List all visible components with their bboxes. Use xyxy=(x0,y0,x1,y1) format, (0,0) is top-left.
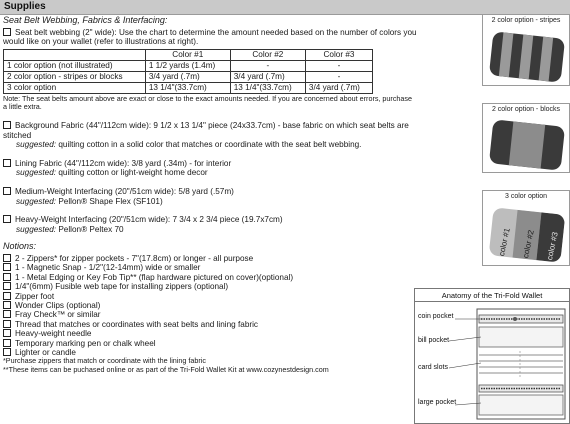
supplies-header xyxy=(0,0,570,15)
checkbox[interactable] xyxy=(3,310,11,318)
table-cell: 2 color option - stripes or blocks xyxy=(4,71,146,82)
list-item xyxy=(3,273,417,282)
page-title: Supplies xyxy=(4,1,46,12)
fabric-text: Medium-Weight Interfacing (20"/51cm wide): 5/8 yard (.57m) xyxy=(15,186,234,196)
illustration-caption: 2 color option - blocks xyxy=(491,106,561,113)
notions-section xyxy=(3,242,417,374)
checkbox[interactable] xyxy=(3,273,11,281)
list-item xyxy=(3,310,417,319)
notion-text: Zipper foot xyxy=(15,291,55,301)
footnote: **These items can be puchased online or as part of the Tri-Fold Wallet Kit at www.cozynestdesign.com xyxy=(3,364,329,374)
suggested-text: quilting cotton or light-weight home decor xyxy=(58,168,208,178)
leader-line xyxy=(449,363,481,368)
notion-text: Heavy-weight needle xyxy=(15,329,92,339)
anatomy-title: Anatomy of the Tri-Fold Wallet xyxy=(441,291,543,300)
illustration-stripes xyxy=(482,14,570,86)
table-header-cell: Color #2 xyxy=(230,49,305,60)
suggested-label: suggested: xyxy=(16,196,57,206)
notion-text: Lighter or candle xyxy=(15,347,76,357)
table-cell: 13 1/4"(33.7cm) xyxy=(145,82,230,93)
webbing-note: Note: The seat belts amount above are exact or close to the exact amounts needed. If you are concerned about errors, purchase a little extra. xyxy=(3,93,412,112)
list-item xyxy=(3,339,417,348)
supplies-content xyxy=(3,16,417,375)
webbing-intro-text: Seat belt webbing (2" wide): Use the chart to determine the amount needed based on the number of colors you would like on your wallet (refer to illustrations at right). xyxy=(3,27,417,47)
list-item xyxy=(3,320,417,329)
table-cell: 1 1/2 yards (1.4m) xyxy=(145,60,230,71)
color-label: color #1 xyxy=(497,227,512,257)
table-header-cell xyxy=(4,49,146,60)
list-item xyxy=(3,301,417,310)
illustration-caption: 2 color option - stripes xyxy=(491,17,561,24)
list-item xyxy=(3,215,417,234)
table-row xyxy=(4,60,373,71)
notion-text: Wonder Clips (optional) xyxy=(15,300,101,310)
webbing-intro xyxy=(3,28,417,47)
wallet-blocks-image xyxy=(489,119,565,170)
color-label: color #2 xyxy=(521,229,536,259)
notion-text: 2 - Zippers* for zipper pockets - 7"(17.8cm) or longer - all purpose xyxy=(15,253,254,263)
section-title-notions: Notions: xyxy=(3,241,37,252)
suggested-label: suggested: xyxy=(16,168,57,178)
table-cell: - xyxy=(305,60,372,71)
table-cell: 3/4 yard (.7m) xyxy=(145,71,230,82)
table-cell: - xyxy=(305,71,372,82)
table-header-cell: Color #3 xyxy=(305,49,372,60)
footnote: *Purchase zippers that match or coordinate with the lining fabric xyxy=(3,356,206,366)
table-cell: - xyxy=(230,60,305,71)
notion-text: Thread that matches or coordinates with seat belts and lining fabric xyxy=(15,319,259,329)
anatomy-label: bill pocket xyxy=(418,337,450,344)
color-label: color #3 xyxy=(545,231,560,261)
wallet-stripes-image xyxy=(489,31,565,82)
list-item xyxy=(3,187,417,206)
checkbox[interactable] xyxy=(3,339,11,347)
list-item xyxy=(3,254,417,263)
section-title-webbing: Seat Belt Webbing, Fabrics & Interfacing: xyxy=(3,15,168,25)
notion-text: 1/4"(6mm) Fusible web tape for installing zippers (optional) xyxy=(15,282,229,292)
checkbox[interactable] xyxy=(3,121,11,129)
anatomy-diagram xyxy=(414,288,570,424)
checkbox[interactable] xyxy=(3,254,11,262)
list-item xyxy=(3,282,417,291)
bill-pocket xyxy=(479,327,563,347)
suggested-text: quilting cotton in a solid color that matches or coordinate with the seat belt webbing. xyxy=(58,140,362,150)
leader-line xyxy=(449,337,481,341)
suggested-text: Pellon® Shape Flex (SF101) xyxy=(58,196,163,206)
list-item xyxy=(3,121,417,150)
anatomy-label: card slots xyxy=(418,364,448,371)
webbing-chart xyxy=(3,49,373,94)
table-cell: 3/4 yard (.7m) xyxy=(230,71,305,82)
suggested-text: Pellon® Peltex 70 xyxy=(58,224,124,234)
checkbox[interactable] xyxy=(3,301,11,309)
suggested-label: suggested: xyxy=(16,140,57,150)
suggested-label: suggested: xyxy=(16,224,57,234)
large-pocket xyxy=(479,395,563,415)
table-cell: 13 1/4"(33.7cm) xyxy=(230,82,305,93)
list-item xyxy=(3,329,417,338)
table-cell: 1 color option (not illustrated) xyxy=(4,60,146,71)
table-header-row xyxy=(4,49,373,60)
checkbox[interactable] xyxy=(3,348,11,356)
notion-text: Temporary marking pen or chalk wheel xyxy=(15,338,156,348)
table-row xyxy=(4,82,373,93)
notion-text: 1 - Metal Edging or Key Fob Tip** (flap hardware pictured on cover)(optional) xyxy=(15,272,294,282)
checkbox[interactable] xyxy=(3,292,11,300)
checkbox[interactable] xyxy=(3,215,11,223)
checkbox[interactable] xyxy=(3,282,11,290)
list-item xyxy=(3,263,417,272)
illustration-three-color xyxy=(482,190,570,266)
anatomy-label: large pocket xyxy=(418,399,457,406)
table-cell: 3/4 yard (.7m) xyxy=(305,82,372,93)
table-row xyxy=(4,71,373,82)
table-header-cell: Color #1 xyxy=(145,49,230,60)
table-cell: 3 color option xyxy=(4,82,146,93)
checkbox[interactable] xyxy=(3,28,11,36)
notion-text: 1 - Magnetic Snap - 1/2"(12-14mm) wide or smaller xyxy=(15,263,201,273)
checkbox[interactable] xyxy=(3,159,11,167)
illustration-caption: 3 color option xyxy=(504,193,548,200)
checkbox[interactable] xyxy=(3,320,11,328)
checkbox[interactable] xyxy=(3,263,11,271)
anatomy-label: coin pocket xyxy=(418,313,454,320)
fabric-text: Heavy-Weight Interfacing (20"/51cm wide): 7 3/4 x 2 3/4 piece (19.7x7cm) xyxy=(15,215,283,225)
fabric-text: Lining Fabric (44"/112cm wide): 3/8 yard (.34m) - for interior xyxy=(15,158,232,168)
checkbox[interactable] xyxy=(3,329,11,337)
notion-text: Fray Check™ or similar xyxy=(15,310,101,320)
list-item xyxy=(3,159,417,178)
snap-icon xyxy=(513,317,517,321)
fabric-text: Background Fabric (44"/112cm wide): 9 1/2 x 13 1/4" piece (24x33.7cm) - base fabric on which seat belts are stitched xyxy=(3,120,409,140)
list-item xyxy=(3,292,417,301)
illustration-blocks xyxy=(482,103,570,173)
checkbox[interactable] xyxy=(3,187,11,195)
